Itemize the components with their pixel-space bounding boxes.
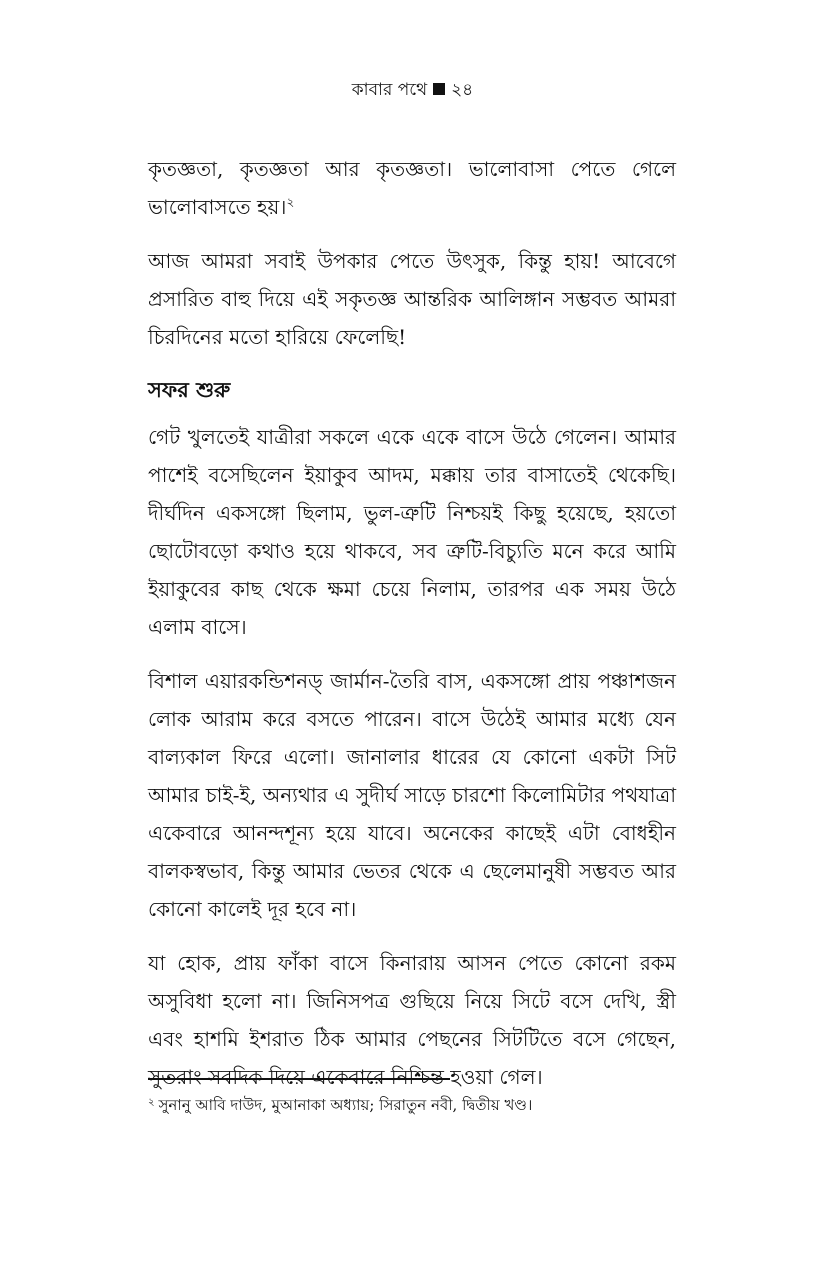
paragraph-2: আজ আমরা সবাই উপকার পেতে উৎসুক, কিন্তু হায়! আবেগে প্রসারিত বাহু দিয়ে এই সকৃতজ্ঞ আন্তরিক আলিঙ্গান সম্ভবত আমরা চিরদিনের মতো হারিয়ে ফেলেছি! (148, 249, 676, 349)
paragraph-4: বিশাল এয়ারকন্ডিশনড্ জার্মান-তৈরি বাস, একসঙ্গো প্রায় পঞ্চাশজন লোক আরাম করে বসতে পারেন। বাসে উঠেই আমার মধ্যে যেন বাল্যকাল ফিরে এলো। জানালার ধারের যে কোনো একটা সিট আমার চাই-ই, অন্যথার এ সুদীর্ঘ সাড়ে চারশো কিলোমিটার পথযাত্রা একেবারে আনন্দশূন্য হয়ে যাবে। অনেকের কাছেই এটা বোধহীন বালকস্বভাব, কিন্তু আমার ভেতর থেকে এ ছেলেমানুষী সম্ভবত আর কোনো কালেই দূর হবে না। (148, 669, 676, 921)
section-heading: সফর শুরু (148, 377, 231, 402)
running-header (0, 78, 825, 102)
paragraph-1 (148, 150, 676, 226)
running-title: কাবার পথে (351, 80, 428, 100)
footnote-text: সুনানু আবি দাউদ, মুআনাকা অধ্যায়; সিরাতুন নবী, দ্বিতীয় খণ্ড। (158, 1096, 533, 1114)
square-separator-icon (433, 83, 445, 95)
paragraph-1-text: কৃতজ্ঞতা, কৃতজ্ঞতা আর কৃতজ্ঞতা। ভালোবাসা পেতে গেলে ভালোবাসতে হয়। (148, 157, 676, 219)
footnote-marker: ২ (148, 1097, 155, 1108)
footnote (148, 1093, 676, 1117)
paragraph-3: গেট খুলতেই যাত্রীরা সকলে একে একে বাসে উঠে গেলেন। আমার পাশেই বসেছিলেন ইয়াকুব আদম, মক্কায় তার বাসাতেই থেকেছি। দীর্ঘদিন একসঙ্গো ছিলাম, ভুল-ত্রুটি নিশ্চয়ই কিছু হয়েছে, হয়তো ছোটোবড়ো কথাও হয়ে থাকবে, সব ত্রুটি-বিচ্যুতি মনে করে আমি ইয়াকুবের কাছ থেকে ক্ষমা চেয়ে নিলাম, তারপর এক সময় উঠে এলাম বাসে। (148, 425, 676, 639)
paragraph-5: যা হোক, প্রায় ফাঁকা বাসে কিনারায় আসন পেতে কোনো রকম অসুবিধা হলো না। জিনিসপত্র গুছিয়ে নিয়ে সিটে বসে দেখি, স্ত্রী এবং হাশমি ইশরাত ঠিক আমার পেছনের সিটটিতে বসে গেছেন, সুতরাং সবদিক দিয়ে একেবারে নিশ্চিন্ত হওয়া গেল। (148, 951, 676, 1089)
footnote-reference: ২ (286, 195, 295, 209)
page-number: ২৪ (451, 80, 474, 100)
body-text (148, 150, 676, 1112)
footnote-divider (148, 1078, 450, 1080)
